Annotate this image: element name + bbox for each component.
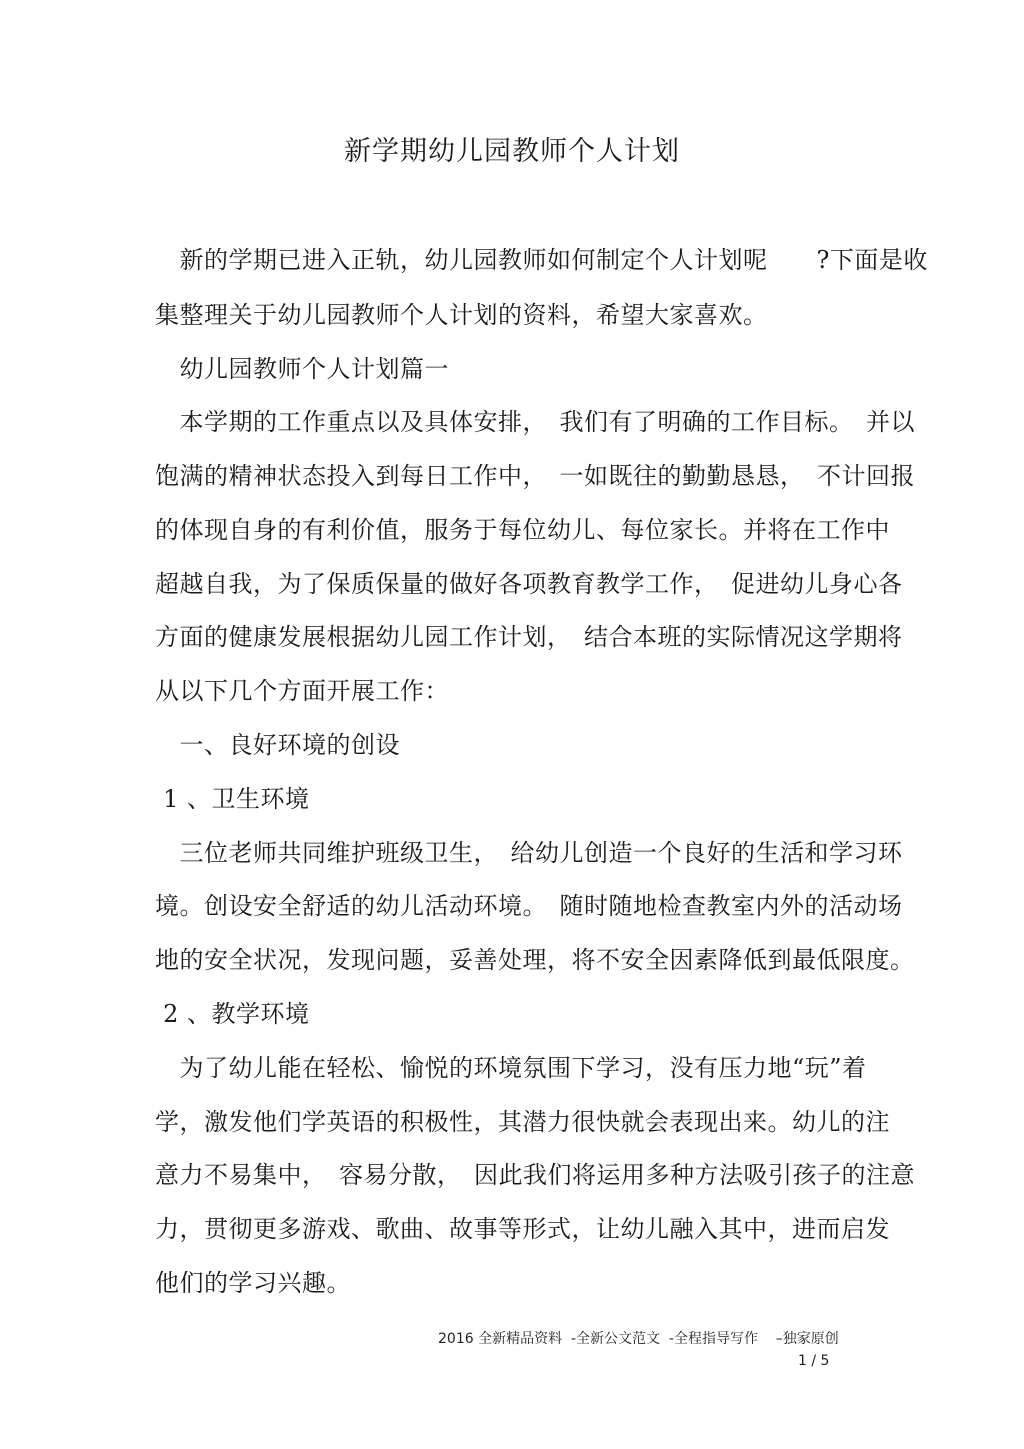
paragraph-line: 境。创设安全舒适的幼儿活动环境。 随时随地检查教室内外的活动场	[155, 892, 903, 920]
page-number: 1 / 5	[798, 1353, 830, 1369]
subsection-heading: 2 、教学环境	[155, 1000, 310, 1028]
paragraph-line: 饱满的精神状态投入到每日工作中， 一如既往的勤勤恳恳， 不计回报	[155, 462, 915, 490]
paragraph-line: 从以下几个方面开展工作：	[155, 677, 449, 705]
paragraph-line: 的体现自身的有利价值，服务于每位幼儿、每位家长。并将在工作中	[155, 516, 890, 544]
paragraph-line: 学，激发他们学英语的积极性，其潜力很快就会表现出来。幼儿的注	[155, 1108, 890, 1136]
section-heading: 一、良好环境的创设	[155, 731, 400, 759]
paragraph-line: 三位老师共同维护班级卫生， 给幼儿创造一个良好的生活和学习环	[155, 839, 903, 867]
page-title: 新学期幼儿园教师个人计划	[344, 136, 680, 167]
paragraph-line: 超越自我，为了保质保量的做好各项教育教学工作， 促进幼儿身心各	[155, 570, 903, 598]
footer-note: 2016 全新精品资料 -全新公文范文 -全程指导写作 –独家原创	[438, 1331, 839, 1347]
paragraph-line: 意力不易集中， 容易分散， 因此我们将运用多种方法吸引孩子的注意	[155, 1161, 915, 1189]
paragraph-line: 本学期的工作重点以及具体安排， 我们有了明确的工作目标。 并以	[155, 408, 915, 436]
paragraph-line: 新的学期已进入正轨，幼儿园教师如何制定个人计划呢 ?下面是收	[155, 246, 928, 274]
section-heading: 幼儿园教师个人计划篇一	[155, 355, 449, 383]
paragraph-line: 地的安全状况，发现问题，妥善处理，将不安全因素降低到最低限度。	[155, 946, 915, 974]
paragraph-line: 力，贯彻更多游戏、歌曲、故事等形式，让幼儿融入其中，进而启发	[155, 1215, 890, 1243]
subsection-heading: 1 、卫生环境	[155, 785, 310, 813]
paragraph-line: 集整理关于幼儿园教师个人计划的资料，希望大家喜欢。	[155, 301, 768, 329]
paragraph-line: 方面的健康发展根据幼儿园工作计划， 结合本班的实际情况这学期将	[155, 623, 903, 651]
paragraph-line: 他们的学习兴趣。	[155, 1269, 351, 1297]
paragraph-line: 为了幼儿能在轻松、愉悦的环境氛围下学习，没有压力地“玩”着	[155, 1054, 867, 1082]
